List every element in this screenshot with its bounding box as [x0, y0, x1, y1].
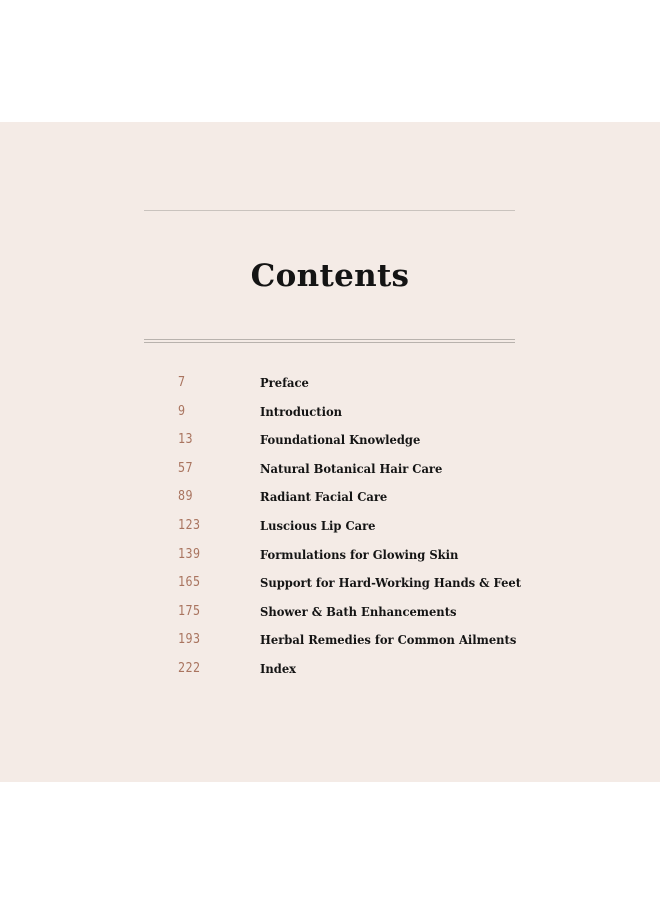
toc-page-number: 139 [178, 546, 201, 562]
toc-entry[interactable] [0, 632, 660, 661]
toc-entry[interactable] [0, 404, 660, 433]
toc-chapter-title: Introduction [260, 403, 343, 419]
toc-chapter-title: Support for Hard-Working Hands & Feet [260, 575, 522, 591]
toc-page-number: 222 [178, 660, 201, 676]
toc-chapter-title: Foundational Knowledge [260, 432, 421, 448]
toc-chapter-title: Shower & Bath Enhancements [260, 603, 457, 619]
toc-chapter-title: Herbal Remedies for Common Ailments [260, 632, 517, 648]
top-divider [144, 210, 515, 211]
toc-entry[interactable] [0, 547, 660, 576]
toc-chapter-title: Index [260, 660, 297, 676]
toc-entry[interactable] [0, 518, 660, 547]
toc-entry[interactable] [0, 661, 660, 690]
toc-chapter-title: Radiant Facial Care [260, 489, 388, 505]
toc-page-number: 165 [178, 575, 201, 591]
toc-chapter-title: Formulations for Glowing Skin [260, 546, 459, 562]
toc-entry[interactable] [0, 489, 660, 518]
toc-page-number: 89 [178, 489, 193, 505]
toc-entry[interactable] [0, 575, 660, 604]
toc-page-number: 7 [178, 375, 186, 390]
toc-page-number: 9 [178, 403, 186, 419]
toc-page-number: 123 [178, 517, 201, 533]
toc-chapter-title: Luscious Lip Care [260, 517, 376, 533]
toc-chapter-title: Preface [260, 375, 309, 390]
toc-page-number: 57 [178, 460, 193, 476]
toc-entry[interactable] [0, 375, 660, 404]
toc-entry[interactable] [0, 432, 660, 461]
toc-page-number: 193 [178, 632, 201, 648]
contents-page [0, 122, 660, 782]
toc-page-number: 175 [178, 603, 201, 619]
toc-page-number: 13 [178, 432, 193, 448]
toc-entry[interactable] [0, 461, 660, 490]
toc-list [0, 375, 660, 690]
toc-entry[interactable] [0, 604, 660, 633]
toc-chapter-title: Natural Botanical Hair Care [260, 460, 443, 476]
double-divider [144, 339, 515, 343]
page-title: Contents [250, 258, 410, 294]
